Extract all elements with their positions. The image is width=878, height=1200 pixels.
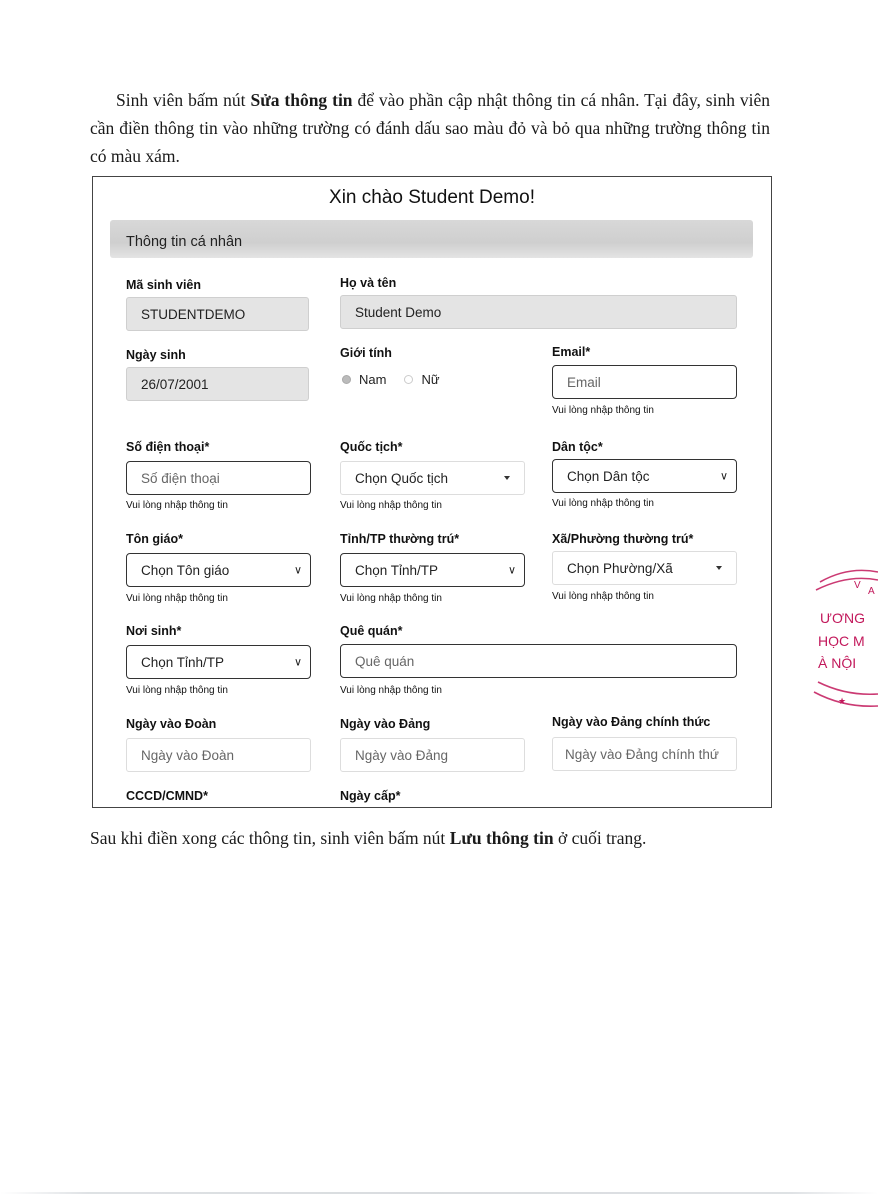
caret-down-icon bbox=[716, 566, 722, 570]
religion-hint: Vui lòng nhập thông tin bbox=[126, 593, 228, 604]
label-id-card: CCCD/CMND* bbox=[126, 789, 208, 803]
field-gender bbox=[340, 346, 392, 360]
email-hint: Vui lòng nhập thông tin bbox=[552, 405, 654, 416]
intro-bold-edit-info: Sửa thông tin bbox=[250, 90, 353, 110]
field-province bbox=[340, 532, 459, 546]
label-full-name: Họ và tên bbox=[340, 276, 397, 290]
outro-text-2: ở cuối trang. bbox=[553, 828, 647, 848]
province-select-value: Chọn Tỉnh/TP bbox=[355, 562, 439, 578]
seal-line-2: HỌC M bbox=[818, 633, 865, 649]
hometown-hint: Vui lòng nhập thông tin bbox=[340, 685, 442, 696]
label-religion: Tôn giáo* bbox=[126, 532, 183, 546]
radio-male[interactable] bbox=[342, 375, 351, 384]
birth-date-input: 26/07/2001 bbox=[126, 367, 309, 401]
label-birth-date: Ngày sinh bbox=[126, 348, 186, 362]
field-full-name bbox=[340, 276, 396, 290]
gender-radio-group bbox=[342, 372, 458, 387]
email-input[interactable]: Email bbox=[552, 365, 737, 399]
party-official-date-input[interactable]: Ngày vào Đảng chính thứ bbox=[552, 737, 737, 771]
field-youth-union-date bbox=[126, 717, 216, 731]
religion-select[interactable] bbox=[126, 553, 311, 587]
outro-paragraph bbox=[90, 824, 770, 852]
label-party-date: Ngày vào Đảng bbox=[340, 717, 431, 731]
outro-text-1: Sau khi điền xong các thông tin, sinh viên bấm nút bbox=[90, 828, 450, 848]
label-birthplace: Nơi sinh* bbox=[126, 624, 182, 638]
province-select[interactable] bbox=[340, 553, 525, 587]
label-gender: Giới tính bbox=[340, 346, 392, 360]
label-party-official-date: Ngày vào Đảng chính thức bbox=[552, 715, 711, 729]
hometown-input[interactable]: Quê quán bbox=[340, 644, 737, 678]
section-title: Thông tin cá nhân bbox=[126, 234, 243, 250]
phone-input[interactable]: Số điện thoại bbox=[126, 461, 311, 495]
label-issue-date: Ngày cấp* bbox=[340, 789, 401, 803]
nationality-hint: Vui lòng nhập thông tin bbox=[340, 500, 442, 511]
field-hometown bbox=[340, 624, 403, 638]
radio-male-label: Nam bbox=[359, 372, 387, 387]
birthplace-select[interactable] bbox=[126, 645, 311, 679]
label-phone: Số điện thoại* bbox=[126, 440, 210, 454]
ethnicity-select[interactable] bbox=[552, 459, 737, 493]
chevron-down-icon: ∨ bbox=[293, 656, 302, 669]
field-phone bbox=[126, 440, 209, 454]
chevron-down-icon: ∨ bbox=[507, 564, 516, 577]
scan-edge-artifact bbox=[0, 1192, 878, 1194]
ward-select-value: Chọn Phường/Xã bbox=[567, 560, 673, 576]
youth-union-date-input[interactable]: Ngày vào Đoàn bbox=[126, 738, 311, 772]
seal-inner-arc-bottom bbox=[818, 682, 878, 694]
field-party-date bbox=[340, 717, 430, 731]
phone-hint: Vui lòng nhập thông tin bbox=[126, 500, 228, 511]
religion-select-value: Chọn Tôn giáo bbox=[141, 562, 230, 578]
label-hometown: Quê quán* bbox=[340, 624, 403, 638]
full-name-input: Student Demo bbox=[340, 295, 737, 329]
outro-bold-save-info: Lưu thông tin bbox=[449, 828, 554, 848]
seal-letter-v: V bbox=[854, 580, 861, 591]
label-email: Email* bbox=[552, 345, 591, 359]
chevron-down-icon: ∨ bbox=[719, 470, 728, 483]
field-issue-date bbox=[340, 789, 400, 803]
label-province: Tỉnh/TP thường trú* bbox=[340, 532, 460, 546]
seal-letter-a: A bbox=[868, 586, 875, 597]
seal-outer-arc-top bbox=[820, 570, 878, 582]
field-student-id bbox=[126, 278, 201, 292]
field-ward bbox=[552, 532, 693, 546]
field-birthplace bbox=[126, 624, 181, 638]
seal-star: ★ bbox=[838, 696, 847, 706]
ethnicity-select-value: Chọn Dân tộc bbox=[567, 468, 650, 484]
ethnicity-hint: Vui lòng nhập thông tin bbox=[552, 498, 654, 509]
birthplace-hint: Vui lòng nhập thông tin bbox=[126, 685, 228, 696]
seal-line-1: ƯƠNG bbox=[820, 610, 865, 626]
caret-down-icon bbox=[504, 476, 510, 480]
official-seal-stamp bbox=[808, 560, 878, 720]
greeting-title: Xin chào Student Demo! bbox=[329, 187, 535, 208]
field-ethnicity bbox=[552, 440, 603, 454]
field-religion bbox=[126, 532, 183, 546]
section-header-personal-info bbox=[110, 220, 753, 258]
radio-female[interactable] bbox=[404, 375, 413, 384]
intro-text-2: để vào phần cập nhật thông tin cá nhân. Tại đây, sinh viên cần điền thông tin vào những trường có đánh dấu sao màu đỏ và bỏ qua những trường thông tin có màu xám. bbox=[90, 90, 771, 166]
label-nationality: Quốc tịch* bbox=[340, 440, 403, 454]
intro-text-1: Sinh viên bấm nút bbox=[116, 90, 251, 110]
province-hint: Vui lòng nhập thông tin bbox=[340, 593, 442, 604]
radio-female-label: Nữ bbox=[421, 372, 440, 387]
intro-paragraph bbox=[90, 86, 770, 170]
label-ward: Xã/Phường thường trú* bbox=[552, 532, 694, 546]
party-date-input[interactable]: Ngày vào Đảng bbox=[340, 738, 525, 772]
field-email bbox=[552, 345, 590, 359]
field-birth-date bbox=[126, 348, 186, 362]
ward-hint: Vui lòng nhập thông tin bbox=[552, 591, 654, 602]
nationality-select-value: Chọn Quốc tịch bbox=[355, 470, 449, 486]
ward-select[interactable] bbox=[552, 551, 737, 585]
nationality-select[interactable] bbox=[340, 461, 525, 495]
seal-line-3: À NỘI bbox=[818, 655, 857, 671]
field-party-official-date bbox=[552, 715, 710, 729]
profile-form-screenshot bbox=[92, 176, 772, 808]
label-ethnicity: Dân tộc* bbox=[552, 440, 603, 454]
label-youth-union-date: Ngày vào Đoàn bbox=[126, 717, 217, 731]
birthplace-select-value: Chọn Tỉnh/TP bbox=[141, 654, 225, 670]
field-nationality bbox=[340, 440, 403, 454]
student-id-input: STUDENTDEMO bbox=[126, 297, 309, 331]
label-student-id: Mã sinh viên bbox=[126, 278, 202, 292]
chevron-down-icon: ∨ bbox=[293, 564, 302, 577]
field-id-card bbox=[126, 789, 208, 803]
